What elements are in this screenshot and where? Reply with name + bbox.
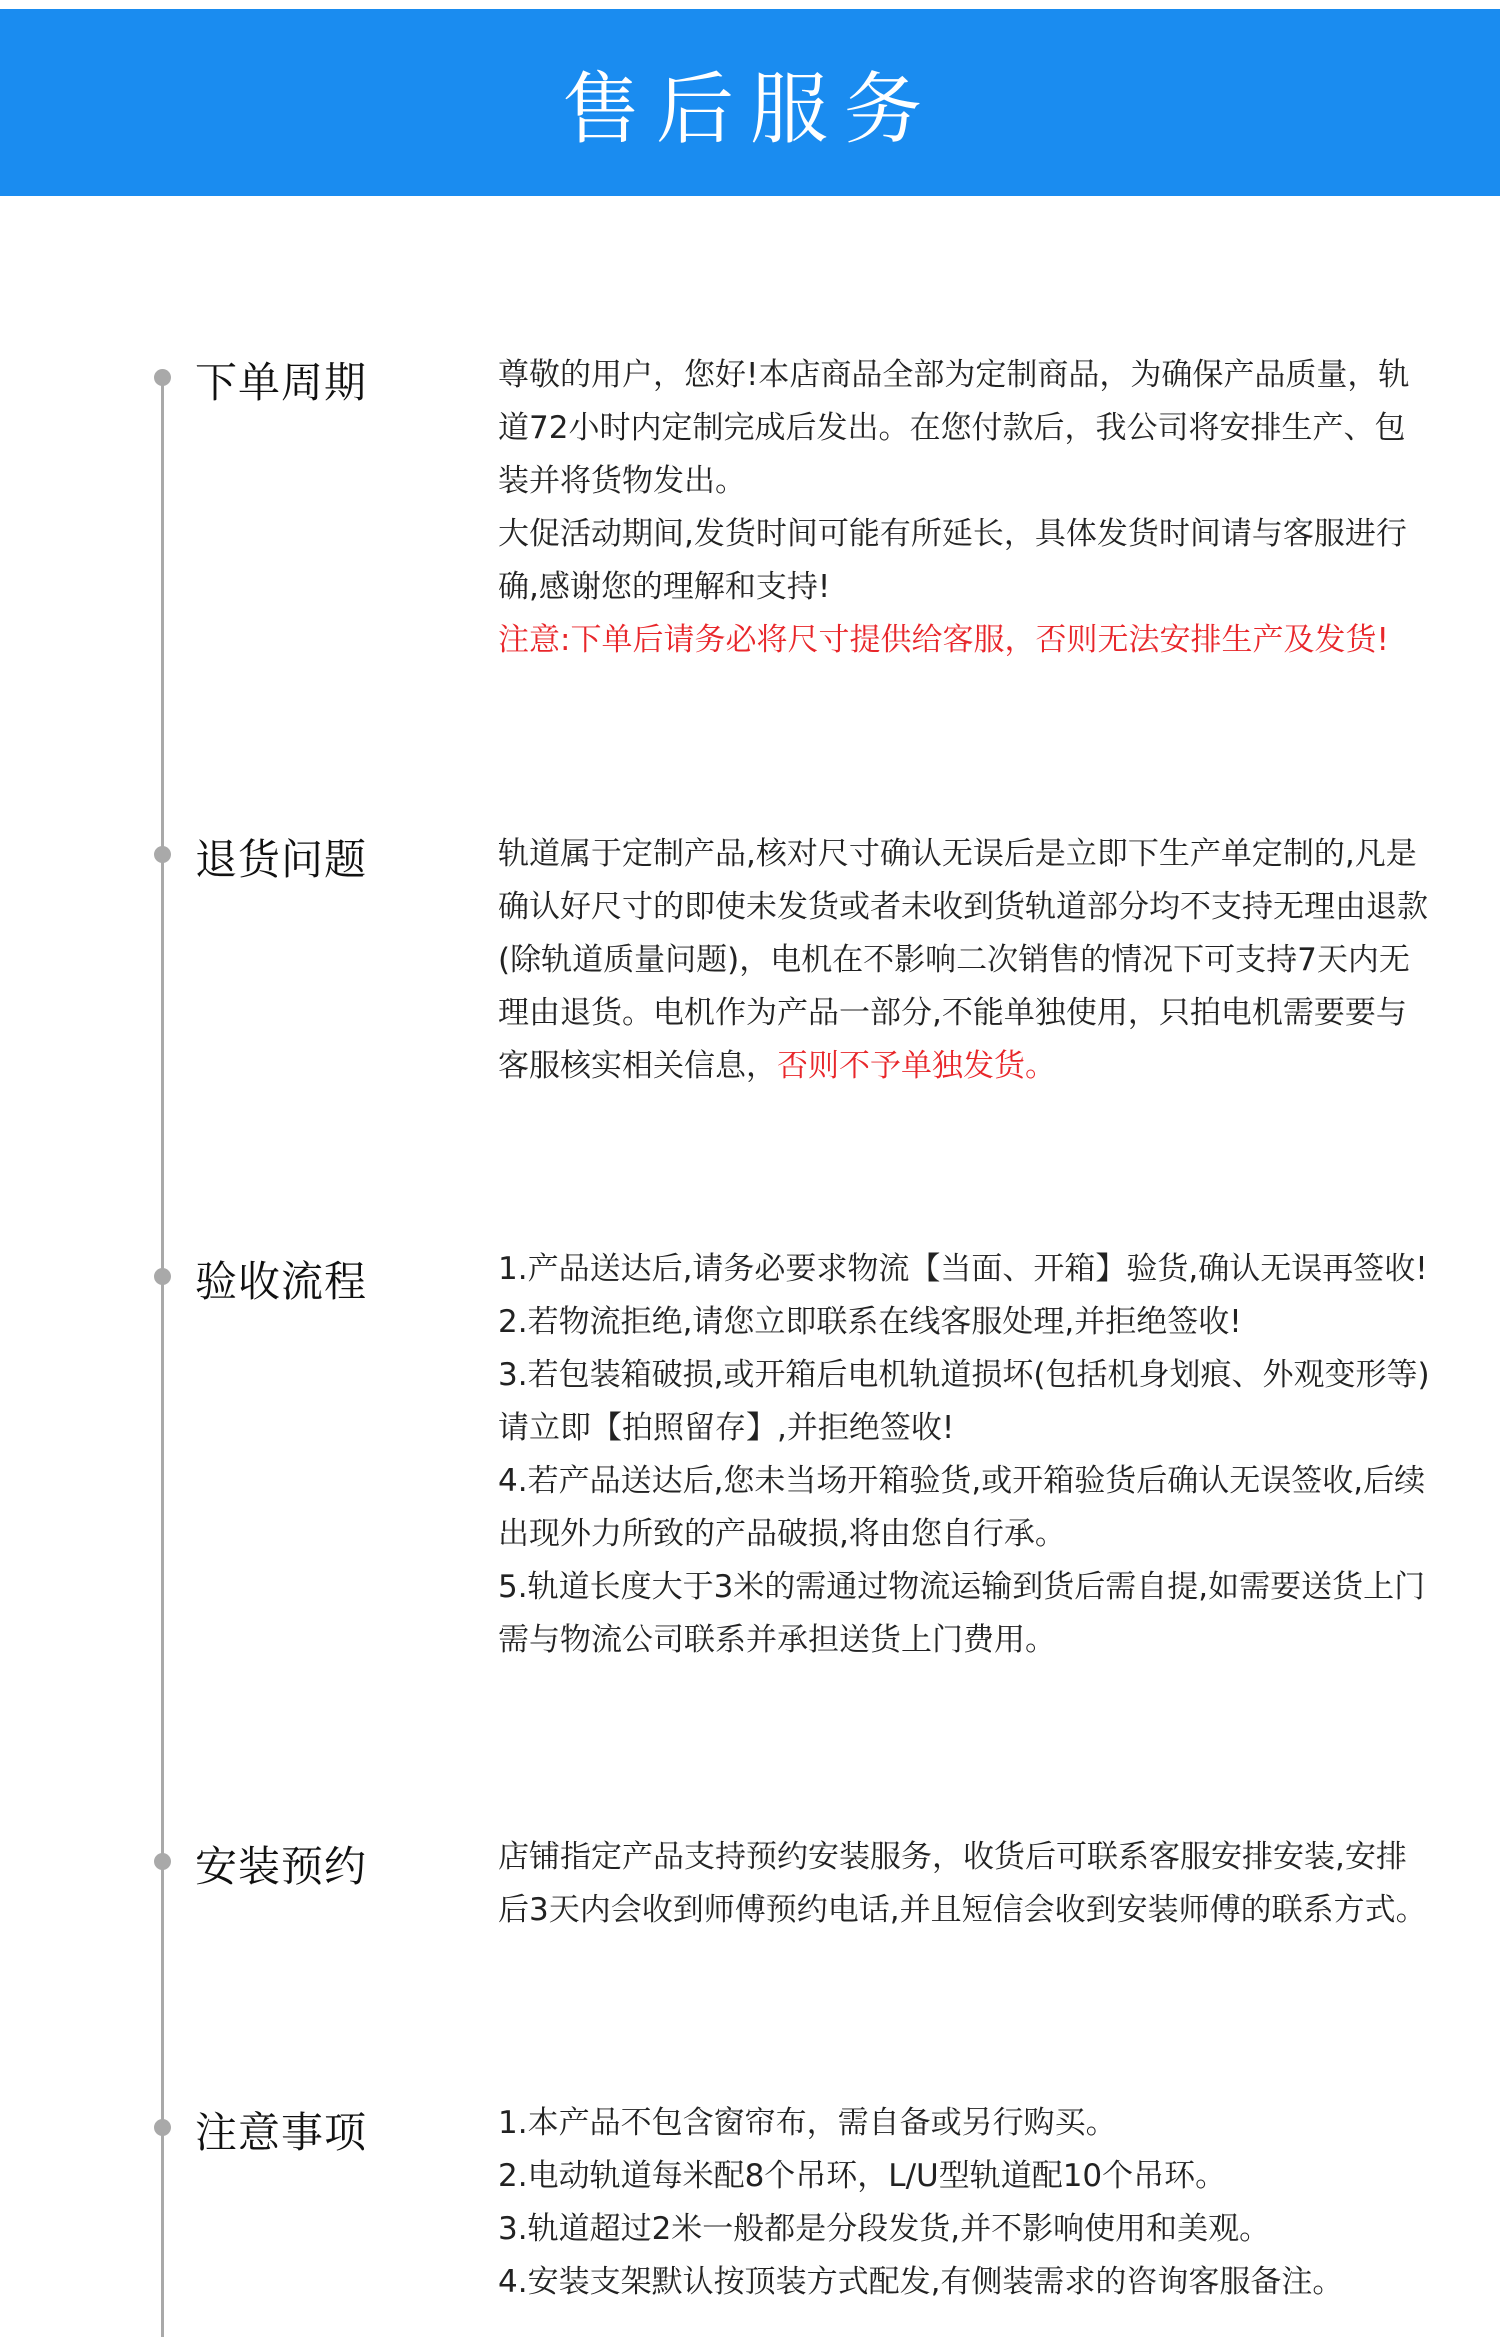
timeline-line <box>161 377 164 2337</box>
paragraph: 店铺指定产品支持预约安装服务，收货后可联系客服安排安装,安排后3天内会收到师傅预约电话,并且短信会收到安装师傅的联系方式。 <box>498 1839 1427 1928</box>
paragraph <box>498 828 1433 1093</box>
timeline-dot-icon <box>154 369 171 386</box>
timeline-dot-icon <box>154 1853 171 1870</box>
section-body <box>498 1243 1433 1667</box>
list-item: 2.电动轨道每米配8个吊环，L/U型轨道配10个吊环。 <box>498 2158 1227 2194</box>
list-item: 1.本产品不包含窗帘布，需自备或另行购买。 <box>498 2105 1117 2141</box>
list-item: 4.若产品送达后,您未当场开箱验货,或开箱验货后确认无误签收,后续出现外力所致的产品破损,将由您自行承。 <box>498 1463 1426 1552</box>
section-title: 安装预约 <box>195 1842 368 1891</box>
page-title: 售后服务 <box>561 64 938 155</box>
timeline-dot-icon <box>154 1268 171 1285</box>
paragraph: 尊敬的用户，您好!本店商品全部为定制商品，为确保产品质量，轨道72小时内定制完成后发出。在您付款后，我公司将安排生产、包装并将货物发出。 <box>498 357 1410 499</box>
timeline-dot-icon <box>154 846 171 863</box>
section-body <box>498 349 1433 667</box>
header-banner <box>0 9 1500 196</box>
paragraph: 大促活动期间,发货时间可能有所延长，具体发货时间请与客服进行确,感谢您的理解和支持! <box>498 516 1407 605</box>
section-body <box>498 1831 1433 1937</box>
warning-text: 否则不予单独发货。 <box>777 1048 1056 1084</box>
section-title: 下单周期 <box>195 358 368 407</box>
section-body <box>498 828 1433 1093</box>
warning-paragraph: 注意:下单后请务必将尺寸提供给客服，否则无法安排生产及发货! <box>498 622 1389 658</box>
section-body <box>498 2097 1433 2309</box>
section-title: 注意事项 <box>195 2108 368 2157</box>
paragraph-text: 轨道属于定制产品,核对尺寸确认无误后是立即下生产单定制的,凡是确认好尺寸的即使未发货或者未收到货轨道部分均不支持无理由退款(除轨道质量问题)，电机在不影响二次销售的情况下可支持7天内无理由退货。电机作为产品一部分,不能单独使用，只拍电机需要要与客服核实相关信息， <box>498 836 1428 1084</box>
list-item: 3.若包装箱破损,或开箱后电机轨道损坏(包括机身划痕、外观变形等)请立即【拍照留存】,并拒绝签收! <box>498 1357 1430 1446</box>
section-title: 退货问题 <box>195 835 368 884</box>
section-title: 验收流程 <box>195 1257 368 1306</box>
timeline-dot-icon <box>154 2119 171 2136</box>
list-item: 2.若物流拒绝,请您立即联系在线客服处理,并拒绝签收! <box>498 1304 1242 1340</box>
list-item: 4.安装支架默认按顶装方式配发,有侧装需求的咨询客服备注。 <box>498 2264 1344 2300</box>
list-item: 5.轨道长度大于3米的需通过物流运输到货后需自提,如需要送货上门需与物流公司联系并承担送货上门费用。 <box>498 1569 1426 1658</box>
list-item: 1.产品送达后,请务必要求物流【当面、开箱】验货,确认无误再签收! <box>498 1251 1428 1287</box>
list-item: 3.轨道超过2米一般都是分段发货,并不影响使用和美观。 <box>498 2211 1271 2247</box>
